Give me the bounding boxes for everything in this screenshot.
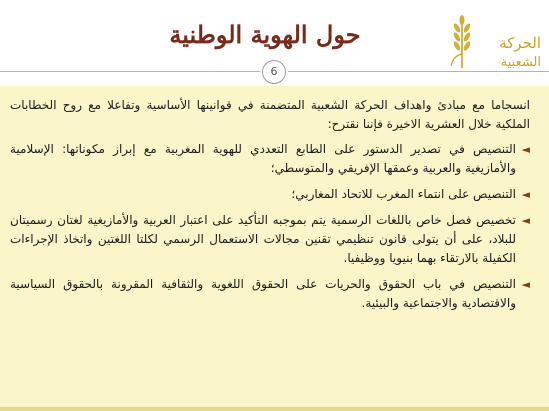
page-number-divider [0, 60, 549, 84]
page-number: 6 [262, 60, 286, 84]
intro-paragraph: انسجاما مع مبادئ واهداف الحركة الشعبية المتضمنة في قوانينها الأساسية وتفاعلا مع روح الخطابات الملكية خلال العشرية الاخيرة فإننا نقترح: [10, 98, 530, 131]
bullet-arrow-icon: ◄ [521, 278, 530, 291]
slide-title: حول الهوية الوطنية [169, 20, 361, 49]
proposal-list [10, 140, 530, 313]
content-body [10, 96, 530, 320]
logo-text-line2: الشعبية [500, 55, 541, 70]
list-item-text: التنصيص في باب الحقوق والحريات على الحقوق اللغوية والثقافية المقرونة بالحقوق السياسية والاقتصادية والاجتماعية والبيئية. [10, 277, 516, 310]
bottom-strip [0, 407, 549, 411]
bullet-arrow-icon: ◄ [521, 214, 530, 227]
list-item [10, 185, 530, 204]
list-item-text: التنصيص في تصدير الدستور على الطابع التعددي للهوية المغربية مع إبراز مكوناتها: الإسلامية والأمازيغية والعربية وعمقها الإفريقي والمتوسطي؛ [10, 142, 516, 175]
bullet-arrow-icon: ◄ [521, 143, 530, 156]
list-item-text: تخصيص فصل خاص باللغات الرسمية يتم بموجبه التأكيد على اعتبار العربية والأمازيغية لغتان رسميتان للبلاد، على أن يتولى قانون تنظيمي تقنين مجالات الاستعمال الرسمي لكلتا اللغتين واتخاذ الإجراءات الكفيلة بالارتقاء بهما بنيويا ووظيفيا. [10, 213, 516, 265]
divider-line-right [288, 71, 549, 72]
bullet-arrow-icon: ◄ [521, 188, 530, 201]
list-item [10, 275, 530, 313]
list-item [10, 140, 530, 178]
logo-text-line1: الحركة [499, 34, 541, 52]
list-item-text: التنصيص على انتماء المغرب للاتحاد المغاربي؛ [291, 187, 516, 201]
divider-line-left [0, 71, 260, 72]
list-item [10, 211, 530, 268]
